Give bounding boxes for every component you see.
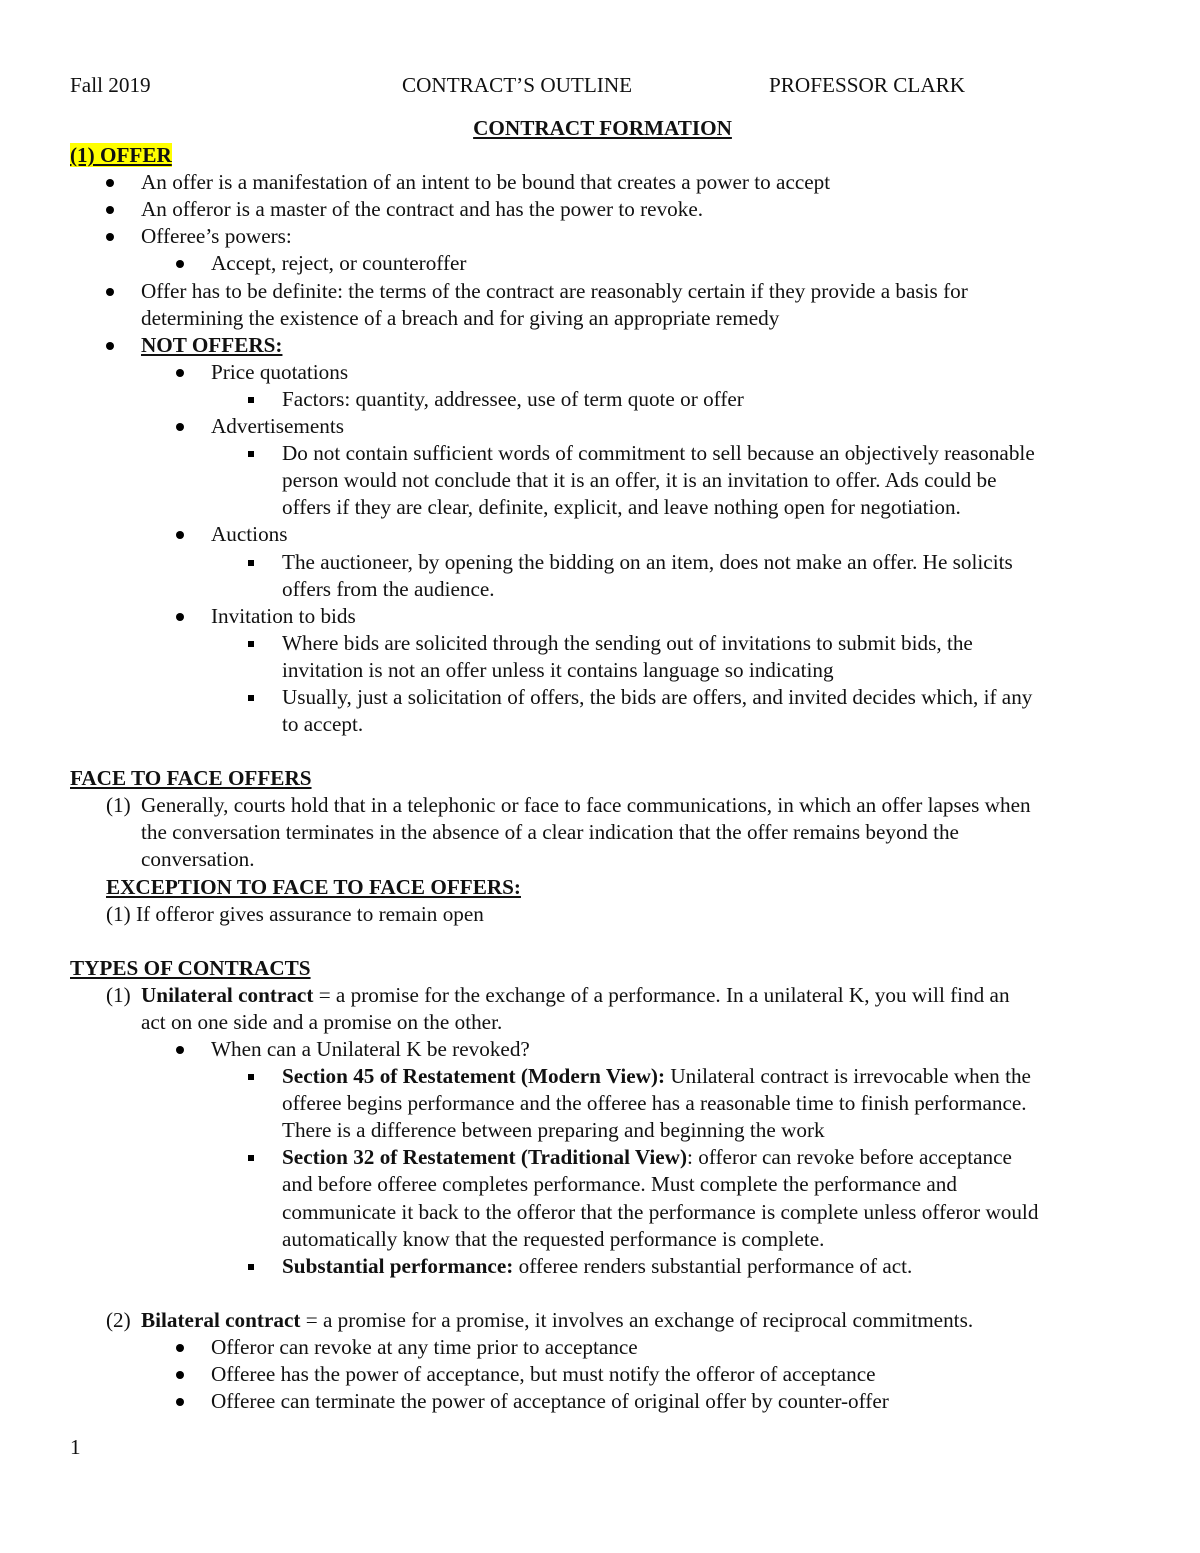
bullet-icon <box>176 1046 184 1054</box>
list-item: Factors: quantity, addressee, use of term quote or offer <box>70 386 1135 413</box>
list-item: Offer has to be definite: the terms of the contract are reasonably certain if they provide a basis for <box>70 278 1135 305</box>
square-bullet-icon <box>248 641 254 647</box>
list-item: Offeror can revoke at any time prior to acceptance <box>70 1334 1135 1361</box>
list-item-continuation: invitation is not an offer unless it contains language so indicating <box>282 657 834 682</box>
list-item-continuation: offers from the audience. <box>282 576 495 601</box>
list-item: Section 45 of Restatement (Modern View): Unilateral contract is irrevocable when the <box>70 1063 1135 1090</box>
numbered-item: (1) Unilateral contract = a promise for the exchange of a performance. In a unilateral K, you will find an <box>106 982 1010 1007</box>
bullet-icon <box>176 423 184 431</box>
list-item-continuation: automatically know that the requested performance is complete. <box>282 1226 825 1251</box>
header-left: Fall 2019 <box>70 73 151 97</box>
list-item: The auctioneer, by opening the bidding on an item, does not make an offer. He solicits <box>70 549 1135 576</box>
list-item: An offeror is a master of the contract and has the power to revoke. <box>70 196 1135 223</box>
square-bullet-icon <box>248 560 254 566</box>
bullet-icon <box>176 1344 184 1352</box>
list-item-continuation: determining the existence of a breach and for giving an appropriate remedy <box>141 305 780 330</box>
bullet-icon <box>176 613 184 621</box>
types-section <box>70 955 1135 1416</box>
list-item: Substantial performance: offeree renders substantial performance of act. <box>70 1253 1135 1280</box>
list-item-continuation: communicate it back to the offeror that the performance is complete unless offeror would <box>282 1199 1039 1224</box>
numbered-item-continuation: act on one side and a promise on the other. <box>141 1009 503 1034</box>
square-bullet-icon <box>248 695 254 701</box>
list-item-continuation: to accept. <box>282 712 364 737</box>
header-center: CONTRACT’S OUTLINE <box>402 73 633 97</box>
types-heading: TYPES OF CONTRACTS <box>70 955 311 980</box>
list-item-continuation: offeree begins performance and the offeree has a reasonable time to finish performance. <box>282 1091 1027 1116</box>
list-item: Auctions <box>70 521 1135 548</box>
face-to-face-section <box>70 765 1135 928</box>
bullet-icon <box>176 1371 184 1379</box>
document-title: CONTRACT FORMATION <box>473 116 732 140</box>
list-item: Offeree can terminate the power of acceptance of original offer by counter-offer <box>70 1388 1135 1415</box>
numbered-item: (2) Bilateral contract = a promise for a promise, it involves an exchange of reciprocal commitments. <box>106 1307 974 1332</box>
list-item: Offeree’s powers: <box>70 223 1135 250</box>
list-item: An offer is a manifestation of an intent to be bound that creates a power to accept <box>70 169 1135 196</box>
bullet-icon <box>176 369 184 377</box>
face-heading: FACE TO FACE OFFERS <box>70 766 312 791</box>
bullet-icon <box>176 260 184 268</box>
square-bullet-icon <box>248 1074 254 1080</box>
bullet-icon <box>106 233 114 241</box>
square-bullet-icon <box>248 1155 254 1161</box>
page-number: 1 <box>70 1435 81 1459</box>
list-item: Section 32 of Restatement (Traditional View): offeror can revoke before acceptance <box>70 1144 1135 1171</box>
bullet-icon <box>176 531 184 539</box>
bullet-icon <box>106 206 114 214</box>
list-item: Accept, reject, or counteroffer <box>70 250 1135 277</box>
bullet-icon <box>106 179 114 187</box>
list-item: Advertisements <box>70 413 1135 440</box>
square-bullet-icon <box>248 451 254 457</box>
square-bullet-icon <box>248 397 254 403</box>
list-item: Usually, just a solicitation of offers, the bids are offers, and invited decides which, if any <box>70 684 1135 711</box>
document-page <box>70 72 1135 1415</box>
bullet-icon <box>106 288 114 296</box>
offer-heading: (1) OFFER <box>70 143 172 168</box>
list-item-continuation: person would not conclude that it is an offer, it is an invitation to offer. Ads could be <box>282 468 997 493</box>
numbered-item: (1) If offeror gives assurance to remain open <box>106 901 484 926</box>
list-item: Where bids are solicited through the sending out of invitations to submit bids, the <box>70 630 1135 657</box>
list-item: NOT OFFERS: <box>70 332 1135 359</box>
list-item: Do not contain sufficient words of commitment to sell because an objectively reasonable <box>70 440 1135 467</box>
list-item-continuation: There is a difference between preparing and beginning the work <box>282 1118 825 1143</box>
numbered-item: (1) Generally, courts hold that in a telephonic or face to face communications, in which an offer lapses when <box>106 793 1031 818</box>
page-header <box>70 72 1135 99</box>
offer-section <box>70 142 1135 738</box>
bullet-icon <box>106 342 114 350</box>
numbered-item-continuation: the conversation terminates in the absence of a clear indication that the offer remains beyond the <box>141 820 959 845</box>
list-item: When can a Unilateral K be revoked? <box>70 1036 1135 1063</box>
list-item: Offeree has the power of acceptance, but must notify the offeror of acceptance <box>70 1361 1135 1388</box>
numbered-item-continuation: conversation. <box>141 847 255 872</box>
list-item-continuation: and before offeree completes performance. Must complete the performance and <box>282 1172 957 1197</box>
list-item-continuation: offers if they are clear, definite, explicit, and leave nothing open for negotiation. <box>282 495 961 520</box>
exception-heading: EXCEPTION TO FACE TO FACE OFFERS: <box>106 874 521 899</box>
list-item: Price quotations <box>70 359 1135 386</box>
square-bullet-icon <box>248 1264 254 1270</box>
header-right: PROFESSOR CLARK <box>769 73 966 97</box>
bullet-icon <box>176 1398 184 1406</box>
list-item: Invitation to bids <box>70 603 1135 630</box>
